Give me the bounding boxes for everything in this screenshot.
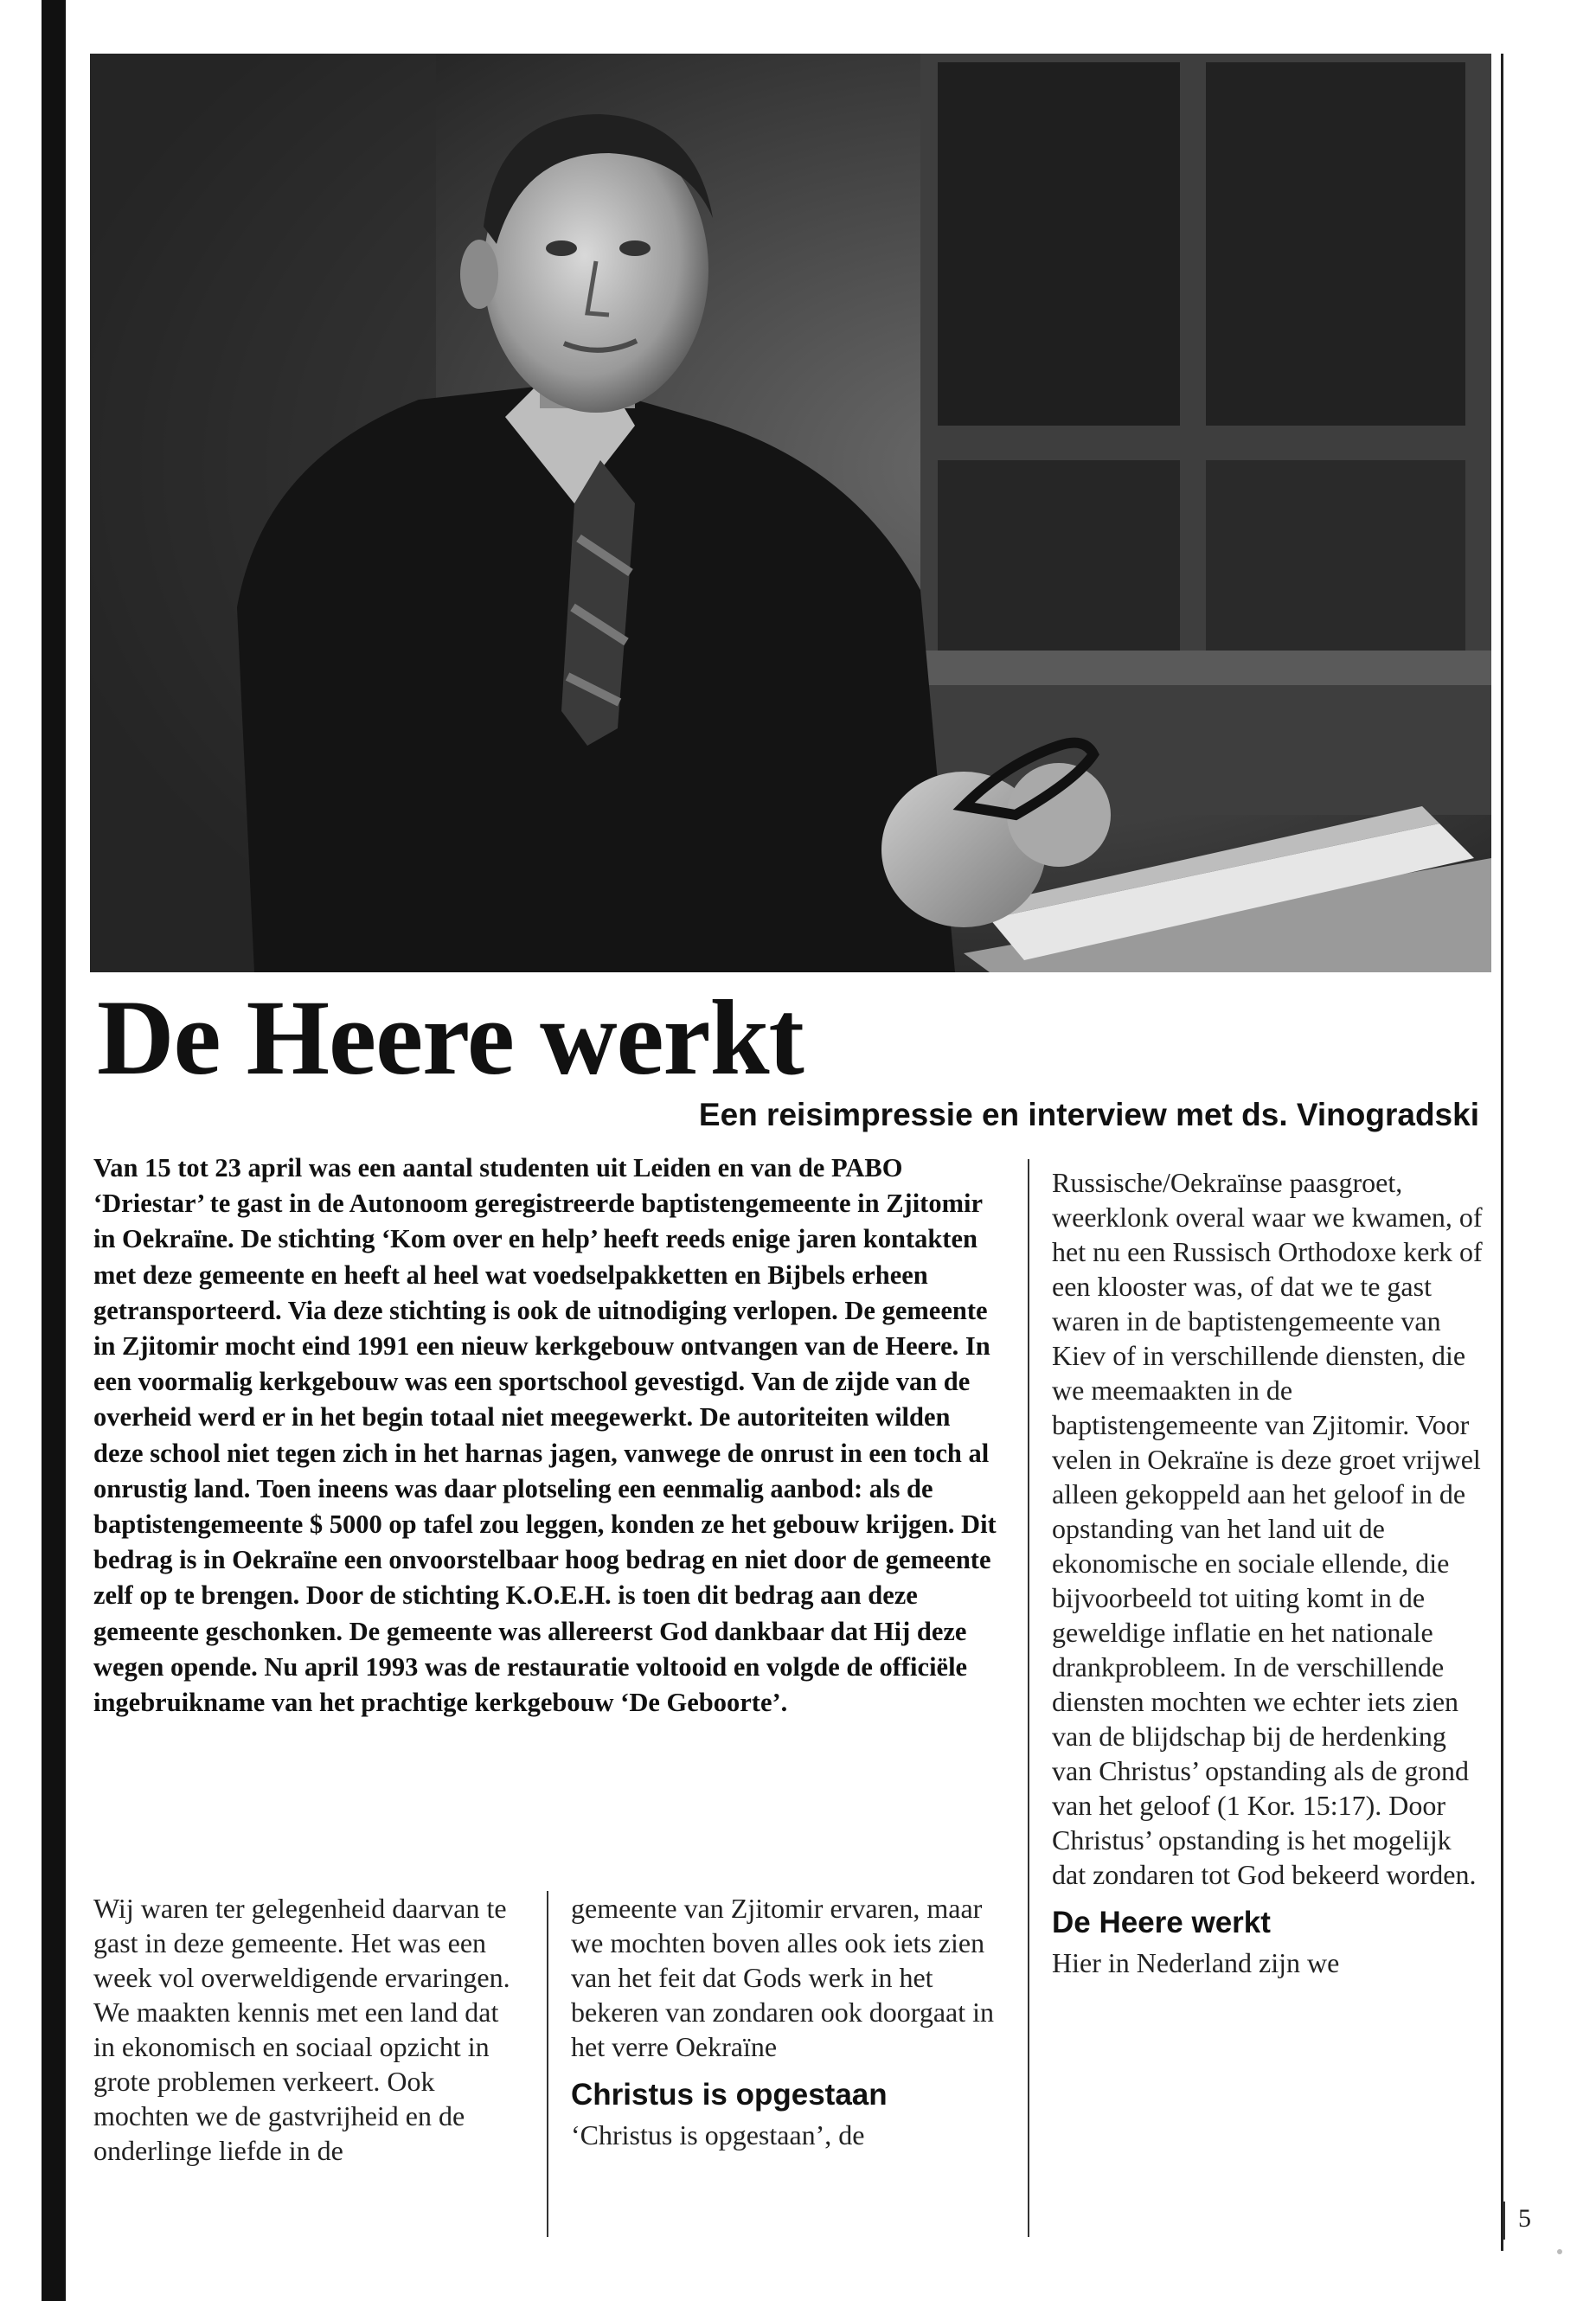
scan-speck [1557,2249,1562,2254]
column-3 [1052,1165,1484,1980]
column-3-text: Russische/Oekraïnse paasgroet, weerklonk overal waar we kwamen, of het nu een Russisch Orthodoxe kerk of een klooster was, of dat we te gast waren in de baptistengemeente van Kiev of in verschillende diensten, die we meemaakten in de baptistengemeente van Zjitomir. Voor velen in Oekraïne is deze groet vrijwel alleen gekoppeld aan het geloof in de opstanding van het land uit de ekonomische en sociale ellende, die bijvoorbeeld tot uiting komt in de geweldige inflatie en het nationale drankprobleem. In de verschillende diensten mochten we echter iets zien van de blijdschap bij de herdenking van Christus’ opstanding als de grond van het geloof (1 Kor. 15:17). Door Christus’ opstanding is het mogelijk dat zondaren tot God bekeerd worden. [1052,1167,1483,1890]
page-number-rule [1503,2202,1505,2240]
portrait-photo [90,54,1491,972]
column-2-text: gemeente van Zjitomir ervaren, maar we mochten boven alles ook iets zien van het feit dat Gods werk in het bekeren van zondaren ook doorgaat in het verre Oekraïne [571,1893,994,2062]
article-title: De Heere werkt [97,978,804,1097]
article-intro: Van 15 tot 23 april was een aantal studenten uit Leiden en van de PABO ‘Driestar’ te gast in de Autonoom geregistreerde baptistengemeente in Zjitomir in Oekraïne. De stichting ‘Kom over en help’ heeft reeds enige jaren kontakten met deze gemeente en heeft al heel wat voedselpakketten en Bijbels erheen getransporteerd. Via deze stichting is ook de uitnodiging verlopen. De gemeente in Zjitomir mocht eind 1991 een nieuw kerkgebouw ontvangen van de Heere. In een voormalig kerkgebouw was een sportschool gevestigd. Van de zijde van de overheid werd er in het begin totaal niet meegewerkt. De autoriteiten wilden deze school niet tegen zich in het harnas jagen, vanwege de onrust in een toch al onrustig land. Toen ineens was daar plotseling een eenmalig aanbod: als de baptistengemeente $ 5000 op tafel zou leggen, konden ze het gebouw krijgen. Dit bedrag is in Oekraïne een onvoorstelbaar hoog bedrag en niet door de gemeente zelf op te brengen. Door de stichting K.O.E.H. is toen dit bedrag aan deze gemeente geschonken. De gemeente was allereerst God dankbaar dat Hij deze wegen opende. Nu april 1993 was de restauratie voltooid en volgde de officiële ingebruikname van het prachtige kerkgebouw ‘De Geboorte’. [93,1153,997,1718]
column-divider-2 [1028,1159,1029,2237]
column-1-text: Wij waren ter gelegenheid daarvan te gast in deze gemeente. Het was een week vol overweldigende ervaringen. We maakten kennis met een land dat in ekonomisch en sociaal opzicht in grote problemen verkeert. Ook mochten we de gastvrijheid en de onderlinge liefde in de [93,1893,510,2166]
article-subtitle: Een reisimpressie en interview met ds. Vinogradski [698,1097,1479,1132]
column-divider-1 [547,1891,548,2237]
heading-de-heere-werkt: De Heere werkt [1052,1906,1271,1939]
page-number: 5 [1518,2204,1531,2233]
column-2 [571,1891,1008,2152]
column-3-continued: Hier in Nederland zijn we [1052,1947,1340,1978]
right-frame-line [1501,54,1503,2251]
heading-christus-is-opgestaan: Christus is opgestaan [571,2078,888,2112]
page-binding-edge [42,0,66,2301]
column-1 [93,1891,526,2168]
column-2-continued: ‘Christus is opgestaan’, de [571,2119,865,2150]
